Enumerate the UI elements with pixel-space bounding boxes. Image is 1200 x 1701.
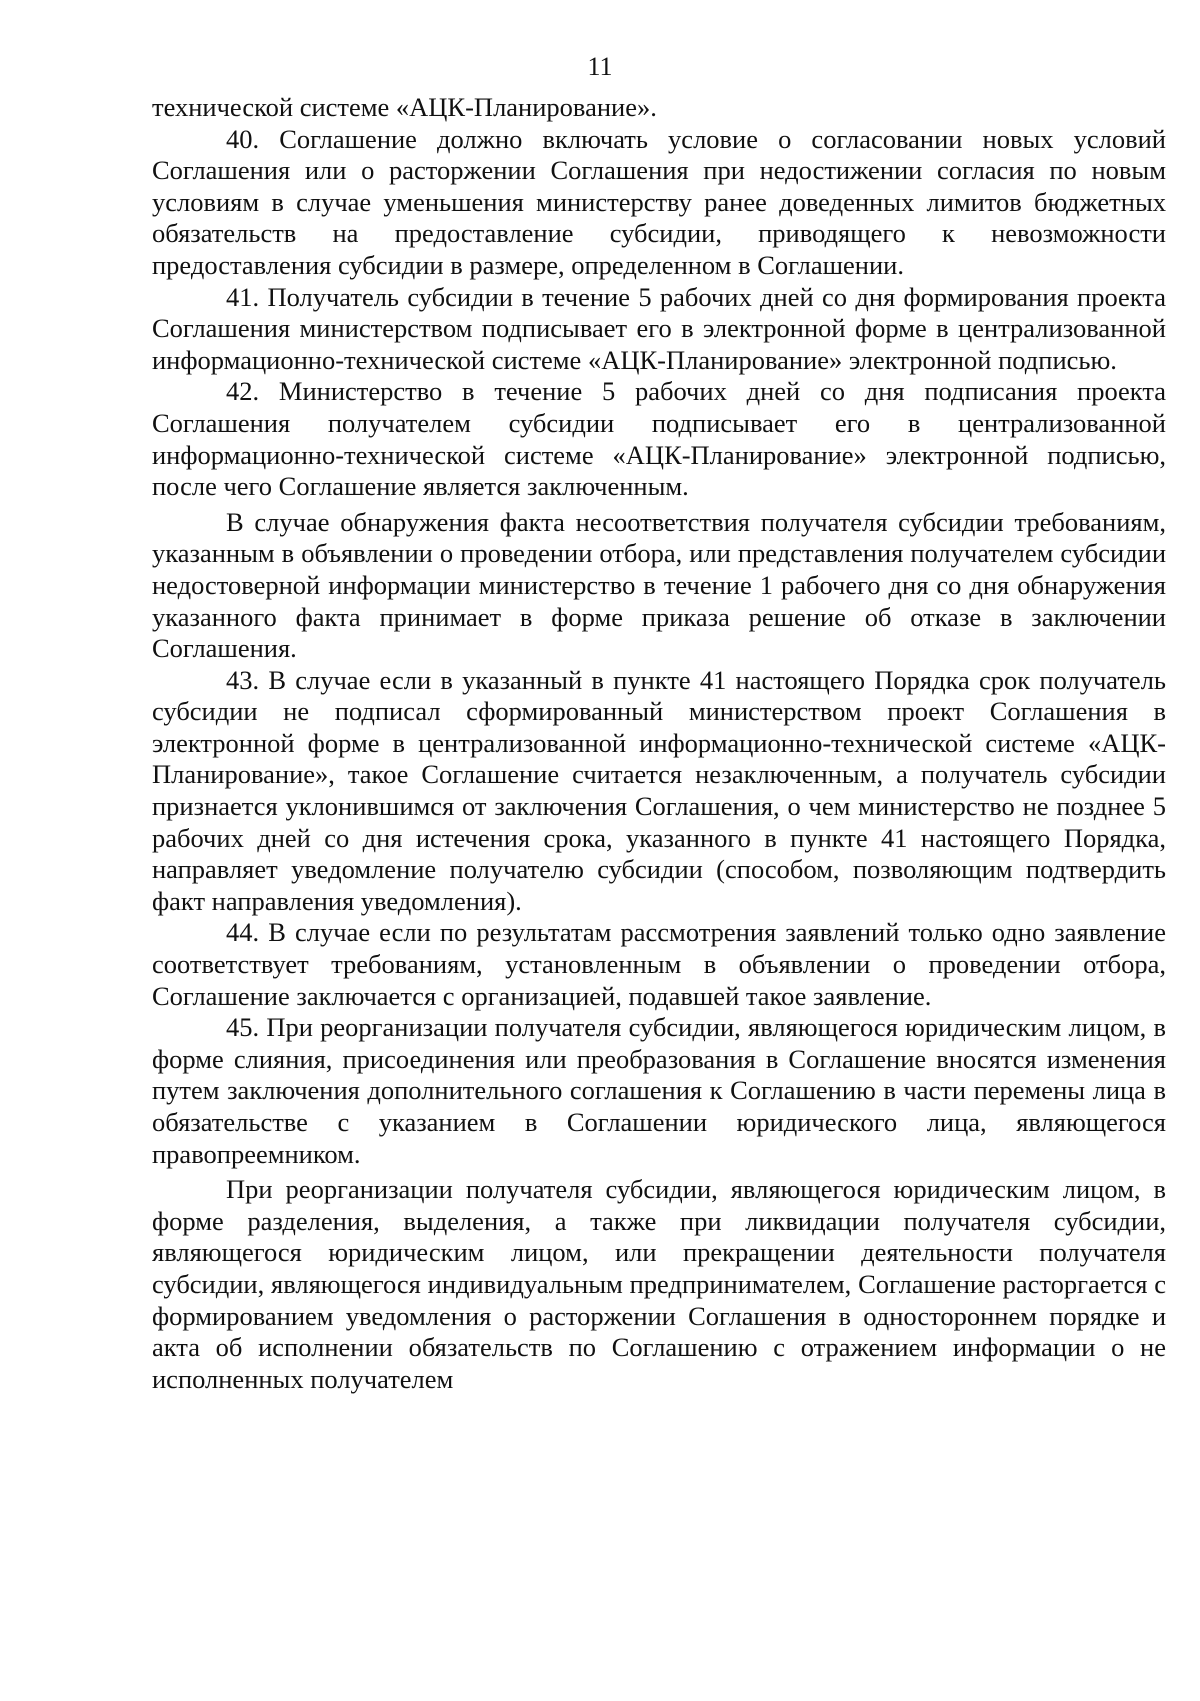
paragraph-42-refusal: В случае обнаружения факта несоответствия получателя субсидии требованиям, указанным в объявлении о проведении отбора, или представления получателем субсидии недостоверной информации министерство в течение 1 рабочего дня со дня обнаружения указанного факта принимает в форме приказа решение об отказе в заключении Соглашения.: [152, 506, 1166, 664]
paragraph-44: 44. В случае если по результатам рассмотрения заявлений только одно заявление соответствует требованиям, установленным в объявлении о проведении отбора, Соглашение заключается с организацией, подавшей такое заявление.: [152, 917, 1166, 1011]
page-number: 11: [587, 52, 613, 81]
paragraph-40: 40. Соглашение должно включать условие о согласовании новых условий Соглашения или о расторжении Соглашения при недостижении согласия по новым условиям в случае уменьшения министерству ранее доведенных лимитов бюджетных обязательств на предоставление субсидии, приводящего к невозможности предоставления субсидии в размере, определенном в Соглашении.: [152, 123, 1166, 280]
paragraph-45-reorganization: При реорганизации получателя субсидии, являющегося юридическим лицом, в форме разделения, выделения, а также при ликвидации получателя субсидии, являющегося юридическим лицом, или прекращении деятельности получателя субсидии, являющегося индивидуальным предпринимателем, Соглашение расторгается с формированием уведомления о расторжении Соглашения в одностороннем порядке и акта об исполнении обязательств по Соглашению с отражением информации о не исполненных получателем: [152, 1174, 1166, 1394]
paragraph-43: 43. В случае если в указанный в пункте 41 настоящего Порядка срок получатель субсидии не подписал сформированный министерством проект Соглашения в электронной форме в централизованной информационно-технической системе «АЦК-Планирование», такое Соглашение считается незаключенным, а получатель субсидии признается уклонившимся от заключения Соглашения, о чем министерство не позднее 5 рабочих дней со дня истечения срока, указанного в пункте 41 настоящего Порядка, направляет уведомление получателю субсидии (способом, позволяющим подтвердить факт направления уведомления).: [152, 664, 1166, 916]
paragraph-continuation: технической системе «АЦК-Планирование».: [152, 92, 657, 122]
paragraph-42: 42. Министерство в течение 5 рабочих дней со дня подписания проекта Соглашения получателем субсидии подписывает его в централизованной информационно-технической системе «АЦК-Планирование» электронной подписью, после чего Соглашение является заключенным.: [152, 376, 1166, 502]
paragraph-41: 41. Получатель субсидии в течение 5 рабочих дней со дня формирования проекта Соглашения министерством подписывает его в электронной форме в централизованной информационно-технической системе «АЦК-Планирование» электронной подписью.: [152, 281, 1166, 375]
paragraph-45: 45. При реорганизации получателя субсидии, являющегося юридическим лицом, в форме слияния, присоединения или преобразования в Соглашение вносятся изменения путем заключения дополнительного соглашения к Соглашению в части перемены лица в обязательстве с указанием в Соглашении юридического лица, являющегося правопреемником.: [152, 1012, 1166, 1169]
document-body: [152, 92, 1166, 1395]
